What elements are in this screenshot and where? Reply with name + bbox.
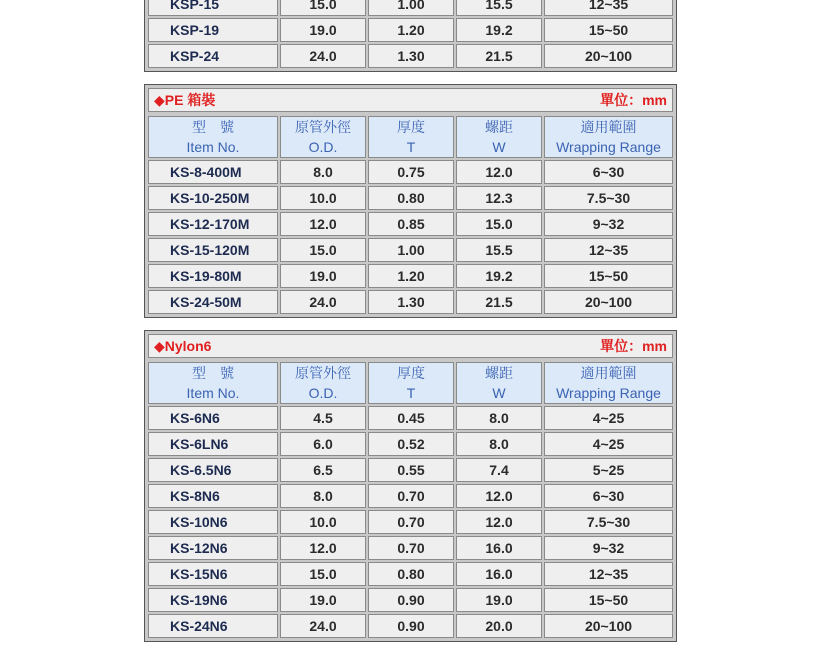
cell-od: 12.0 — [280, 212, 366, 236]
cell-range: 6~30 — [544, 160, 673, 184]
header-en: Wrapping Range — [556, 385, 661, 401]
cell-w: 16.0 — [456, 536, 542, 560]
header-cell — [368, 116, 454, 158]
cell-t: 0.85 — [368, 212, 454, 236]
table-row — [148, 238, 673, 262]
header-en: Wrapping Range — [556, 139, 661, 155]
cell-w: 12.0 — [456, 510, 542, 534]
cell-od: 15.0 — [280, 238, 366, 262]
cell-w: 12.3 — [456, 186, 542, 210]
table-row — [148, 588, 673, 612]
cell-w: 15.5 — [456, 0, 542, 16]
nylon6-table-grid — [146, 360, 675, 640]
cell-t: 0.45 — [368, 406, 454, 430]
cell-model: KS-6.5N6 — [148, 458, 278, 482]
cell-range: 9~32 — [544, 212, 673, 236]
table-row — [148, 186, 673, 210]
table-row — [148, 432, 673, 456]
cell-model: KSP-15 — [148, 0, 278, 16]
cell-model: KS-15N6 — [148, 562, 278, 586]
cell-w: 7.4 — [456, 458, 542, 482]
cell-t: 1.30 — [368, 290, 454, 314]
cell-w: 12.0 — [456, 484, 542, 508]
table-row — [148, 0, 673, 16]
cell-t: 0.90 — [368, 588, 454, 612]
header-zh: 原管外徑 — [295, 365, 351, 381]
cell-range: 7.5~30 — [544, 510, 673, 534]
cell-t: 0.70 — [368, 484, 454, 508]
pe-table-unit: 單位：mm — [600, 92, 667, 108]
table-row — [148, 406, 673, 430]
header-cell — [368, 362, 454, 404]
header-en: W — [492, 139, 506, 155]
header-row — [148, 362, 673, 404]
cell-w: 19.2 — [456, 264, 542, 288]
ksp-table — [144, 0, 677, 72]
cell-model: KS-19-80M — [148, 264, 278, 288]
cell-od: 8.0 — [280, 160, 366, 184]
cell-t: 1.20 — [368, 264, 454, 288]
cell-range: 20~100 — [544, 44, 673, 68]
cell-od: 19.0 — [280, 264, 366, 288]
header-cell — [280, 362, 366, 404]
cell-model: KS-10-250M — [148, 186, 278, 210]
cell-od: 6.5 — [280, 458, 366, 482]
header-zh: 厚度 — [397, 365, 425, 381]
cell-w: 21.5 — [456, 290, 542, 314]
cell-model: KS-15-120M — [148, 238, 278, 262]
cell-range: 5~25 — [544, 458, 673, 482]
cell-range: 15~50 — [544, 264, 673, 288]
cell-model: KSP-24 — [148, 44, 278, 68]
cell-model: KS-19N6 — [148, 588, 278, 612]
cell-w: 15.0 — [456, 212, 542, 236]
cell-range: 12~35 — [544, 0, 673, 16]
cell-od: 10.0 — [280, 186, 366, 210]
cell-t: 0.90 — [368, 614, 454, 638]
cell-w: 16.0 — [456, 562, 542, 586]
cell-w: 19.2 — [456, 18, 542, 42]
pe-table-title-bar — [148, 88, 673, 112]
header-cell — [544, 116, 673, 158]
cell-od: 12.0 — [280, 536, 366, 560]
cell-range: 15~50 — [544, 588, 673, 612]
cell-w: 12.0 — [456, 160, 542, 184]
cell-od: 19.0 — [280, 588, 366, 612]
pe-table-body — [148, 160, 673, 314]
header-cell — [544, 362, 673, 404]
cell-w: 19.0 — [456, 588, 542, 612]
header-en: W — [492, 385, 506, 401]
cell-w: 15.5 — [456, 238, 542, 262]
table-row — [148, 264, 673, 288]
table-row — [148, 614, 673, 638]
header-zh: 型 號 — [192, 119, 234, 135]
table-row — [148, 536, 673, 560]
cell-od: 6.0 — [280, 432, 366, 456]
cell-model: KS-24N6 — [148, 614, 278, 638]
table-row — [148, 160, 673, 184]
header-en: T — [406, 385, 416, 401]
table-row — [148, 18, 673, 42]
cell-model: KS-8N6 — [148, 484, 278, 508]
header-zh: 適用範圍 — [580, 119, 637, 135]
cell-t: 0.70 — [368, 510, 454, 534]
cell-t: 1.30 — [368, 44, 454, 68]
cell-od: 15.0 — [280, 0, 366, 16]
cell-range: 12~35 — [544, 562, 673, 586]
header-cell — [456, 362, 542, 404]
nylon6-table-unit: 單位：mm — [600, 338, 667, 354]
cell-t: 0.55 — [368, 458, 454, 482]
cell-w: 8.0 — [456, 432, 542, 456]
cell-od: 19.0 — [280, 18, 366, 42]
cell-od: 24.0 — [280, 290, 366, 314]
cell-od: 24.0 — [280, 614, 366, 638]
cell-od: 15.0 — [280, 562, 366, 586]
header-zh: 厚度 — [397, 119, 425, 135]
cell-t: 0.80 — [368, 186, 454, 210]
cell-range: 9~32 — [544, 536, 673, 560]
table-row — [148, 562, 673, 586]
cell-range: 20~100 — [544, 290, 673, 314]
cell-t: 1.00 — [368, 238, 454, 262]
header-en: O.D. — [308, 385, 338, 401]
cell-od: 4.5 — [280, 406, 366, 430]
cell-range: 20~100 — [544, 614, 673, 638]
pe-table-grid — [146, 114, 675, 316]
table-row — [148, 44, 673, 68]
header-cell — [456, 116, 542, 158]
cell-t: 0.70 — [368, 536, 454, 560]
nylon6-table-header — [148, 362, 673, 404]
header-en: Item No. — [186, 139, 240, 155]
cell-range: 6~30 — [544, 484, 673, 508]
cell-model: KS-12N6 — [148, 536, 278, 560]
header-zh: 原管外徑 — [295, 119, 351, 135]
pe-table-header — [148, 116, 673, 158]
cell-od: 10.0 — [280, 510, 366, 534]
nylon6-table-body — [148, 406, 673, 638]
cell-model: KS-12-170M — [148, 212, 278, 236]
cell-t: 0.75 — [368, 160, 454, 184]
header-cell — [148, 362, 278, 404]
cell-model: KS-6LN6 — [148, 432, 278, 456]
cell-model: KS-10N6 — [148, 510, 278, 534]
ksp-table-grid — [146, 0, 675, 70]
ksp-table-body — [148, 0, 673, 68]
header-zh: 型 號 — [192, 365, 234, 381]
cell-model: KSP-19 — [148, 18, 278, 42]
header-zh: 適用範圍 — [580, 365, 637, 381]
header-zh: 螺距 — [485, 119, 513, 135]
cell-w: 8.0 — [456, 406, 542, 430]
cell-t: 0.80 — [368, 562, 454, 586]
header-en: Item No. — [186, 385, 240, 401]
table-row — [148, 212, 673, 236]
cell-w: 20.0 — [456, 614, 542, 638]
cell-model: KS-8-400M — [148, 160, 278, 184]
cell-range: 4~25 — [544, 406, 673, 430]
cell-od: 8.0 — [280, 484, 366, 508]
cell-t: 1.20 — [368, 18, 454, 42]
table-row — [148, 484, 673, 508]
nylon6-table-title: ◆Nylon6 — [154, 337, 212, 354]
cell-model: KS-6N6 — [148, 406, 278, 430]
cell-od: 24.0 — [280, 44, 366, 68]
table-row — [148, 510, 673, 534]
cell-range: 4~25 — [544, 432, 673, 456]
cell-w: 21.5 — [456, 44, 542, 68]
header-zh: 螺距 — [485, 365, 513, 381]
cell-range: 12~35 — [544, 238, 673, 262]
header-row — [148, 116, 673, 158]
cell-t: 1.00 — [368, 0, 454, 16]
header-en: O.D. — [308, 139, 338, 155]
pe-table — [144, 84, 677, 318]
header-en: T — [406, 139, 416, 155]
header-cell — [148, 116, 278, 158]
table-row — [148, 290, 673, 314]
cell-t: 0.52 — [368, 432, 454, 456]
cell-range: 7.5~30 — [544, 186, 673, 210]
header-cell — [280, 116, 366, 158]
nylon6-table-title-bar — [148, 334, 673, 358]
cell-model: KS-24-50M — [148, 290, 278, 314]
pe-table-title: ◆PE 箱裝 — [154, 92, 216, 108]
nylon6-table — [144, 330, 677, 642]
table-row — [148, 458, 673, 482]
cell-range: 15~50 — [544, 18, 673, 42]
